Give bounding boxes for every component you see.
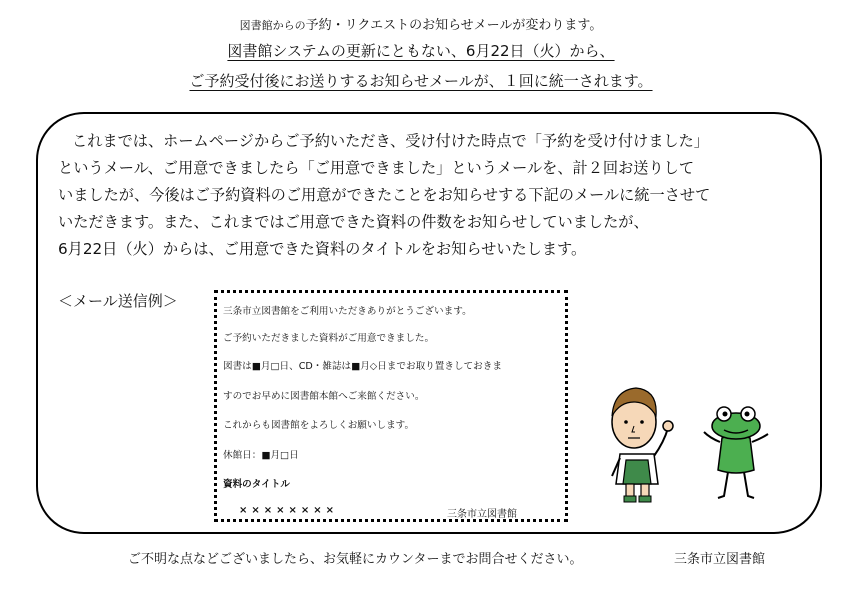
heading-prefix: 図書館からの xyxy=(239,19,306,32)
email-line: ご予約いただきました資料がご用意できました。 xyxy=(223,333,435,344)
subheading-text-2: ご予約受付後にお送りするお知らせメールが、１回に統一されます。 xyxy=(189,72,653,90)
email-title-heading: 資料のタイトル xyxy=(223,479,290,490)
frog-mascot-illustration xyxy=(700,402,772,502)
email-example-box xyxy=(214,290,568,522)
paragraph-line: いましたが、今後はご予約資料のご用意ができたことをお知らせする下記のメールに統一させて xyxy=(58,186,711,204)
email-line: 休館日：■月□日 xyxy=(223,450,299,461)
paragraph-line: というメール、ご用意できましたら「ご用意できました」というメールを、計２回お送りして xyxy=(58,159,695,177)
subheading-line-2 xyxy=(0,70,842,91)
email-signature: 三条市立図書館 xyxy=(447,509,517,520)
subheading-text-1: 図書館システムの更新にともない、6月22日（火）から、 xyxy=(227,42,615,60)
heading-main: 予約・リクエストのお知らせメールが変わります。 xyxy=(305,18,603,33)
email-line: 図書は■月□日、CD・雑誌は■月◇日までお取り置きしておきま xyxy=(223,361,502,372)
footer-contact-note: ご不明な点などございましたら、お気軽にカウンターまでお問合せください。 xyxy=(128,552,583,567)
paragraph-line: 6月22日（火）からは、ご用意できた資料のタイトルをお知らせいたします。 xyxy=(58,240,587,258)
paragraph-line: いただきます。また、これまではご用意できた資料の件数をお知らせしていましたが、 xyxy=(58,213,649,231)
email-title-placeholder: ×××××××× xyxy=(239,505,339,516)
email-line: すのでお早めに図書館本館へご来館ください。 xyxy=(223,391,425,402)
footer-library-name: 三条市立図書館 xyxy=(674,552,766,567)
email-example-label: ＜メール送信例＞ xyxy=(58,292,178,310)
email-line: 三条市立図書館をご利用いただきありがとうございます。 xyxy=(223,306,472,317)
explanation-paragraph xyxy=(58,128,798,263)
email-line: これからも図書館をよろしくお願いします。 xyxy=(223,420,415,431)
boy-mascot-illustration xyxy=(596,376,680,506)
paragraph-line: これまでは、ホームページからご予約いただき、受け付けた時点で「予約を受け付けました」 xyxy=(72,132,709,150)
subheading-line-1 xyxy=(0,40,842,61)
notice-heading xyxy=(0,14,842,33)
